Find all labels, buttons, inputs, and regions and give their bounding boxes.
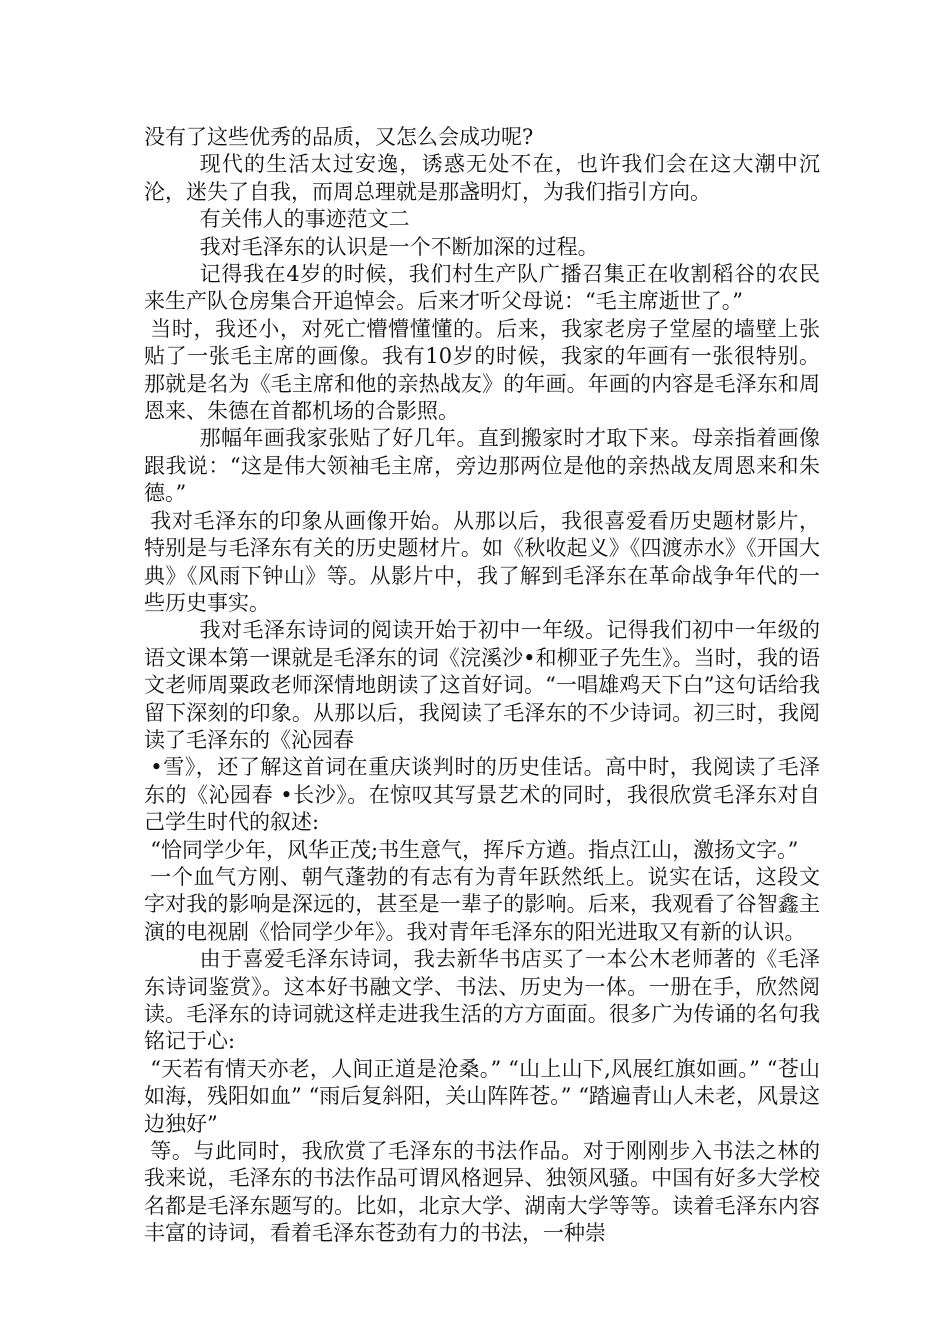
paragraph: 没有了这些优秀的品质，又怎么会成功呢? bbox=[144, 125, 534, 149]
paragraph: 我对毛泽东的认识是一个不断加深的过程。 bbox=[199, 234, 599, 259]
document-body bbox=[144, 124, 820, 1248]
paragraph: “天若有情天亦老，人间正道是沧桑。” “山上山下,风展红旗如画。” “苍山如海，残阳如血” “雨后复斜阳，关山阵阵苍。” “踏遍青山人未老，风景这边独好” bbox=[144, 1056, 820, 1136]
paragraph: 有关伟人的事迹范文二 bbox=[199, 207, 410, 232]
paragraph: 我对毛泽东诗词的阅读开始于初中一年级。记得我们初中一年级的语文课本第一课就是毛泽东的词《浣溪沙•和柳亚子先生》。当时，我的语文老师周粟政老师深情地朗读了这首好词。“一唱雄鸡天下白”这句话给我留下深刻的印象。从那以后，我阅读了毛泽东的不少诗词。初三时，我阅读了毛泽东的《沁园春 bbox=[144, 618, 820, 752]
paragraph: 一个血气方刚、朝气蓬勃的有志有为青年跃然纸上。说实在话，这段文字对我的影响是深远的，甚至是一辈子的影响。后来，我观看了谷智鑫主演的电视剧《恰同学少年》。我对青年毛泽东的阳光进取又有新的认识。 bbox=[144, 864, 820, 944]
paragraph: 那幅年画我家张贴了好几年。直到搬家时才取下来。母亲指着画像跟我说：“这是伟大领袖毛主席，旁边那两位是他的亲热战友周恩来和朱德。” bbox=[144, 426, 820, 506]
paragraph: 我对毛泽东的印象从画像开始。从那以后，我很喜爱看历史题材影片，特别是与毛泽东有关的历史题材片。如《秋收起义》《四渡赤水》《开国大典》《风雨下钟山》等。从影片中，我了解到毛泽东在革命战争年代的一些历史事实。 bbox=[144, 508, 820, 615]
paragraph: 记得我在4岁的时候，我们村生产队广播召集正在收割稻谷的农民来生产队仓房集合开追悼会。后来才听父母说：“毛主席逝世了。” bbox=[144, 262, 820, 314]
paragraph: “恰同学少年，风华正茂;书生意气，挥斥方遒。指点江山，激扬文字。” bbox=[150, 837, 799, 862]
paragraph: 现代的生活太过安逸，诱惑无处不在，也许我们会在这大潮中沉沦，迷失了自我，而周总理就是那盏明灯，为我们指引方向。 bbox=[144, 152, 820, 204]
paragraph: •雪》，还了解这首词在重庆谈判时的历史佳话。高中时，我阅读了毛泽东的《沁园春 •长沙》。在惊叹其写景艺术的同时，我很欣赏毛泽东对自己学生时代的叙述: bbox=[144, 755, 820, 835]
paragraph: 当时，我还小，对死亡懵懵懂懂的。后来，我家老房子堂屋的墙壁上张贴了一张毛主席的画像。我有10岁的时候，我家的年画有一张很特别。那就是名为《毛主席和他的亲热战友》的年画。年画的内容是毛泽东和周恩来、朱德在首都机场的合影照。 bbox=[144, 316, 820, 424]
paragraph: 等。与此同时，我欣赏了毛泽东的书法作品。对于刚刚步入书法之林的我来说，毛泽东的书法作品可谓风格迥异、独领风骚。中国有好多大学校名都是毛泽东题写的。比如，北京大学、湖南大学等等。读着毛泽东内容丰富的诗词，看着毛泽东苍劲有力的书法，一种崇 bbox=[144, 1139, 820, 1246]
paragraph: 由于喜爱毛泽东诗词，我去新华书店买了一本公木老师著的《毛泽东诗词鉴赏》。这本好书融文学、书法、历史为一体。一册在手，欣然阅读。毛泽东的诗词就这样走进我生活的方方面面。很多广为传诵的名句我铭记于心: bbox=[144, 947, 820, 1054]
